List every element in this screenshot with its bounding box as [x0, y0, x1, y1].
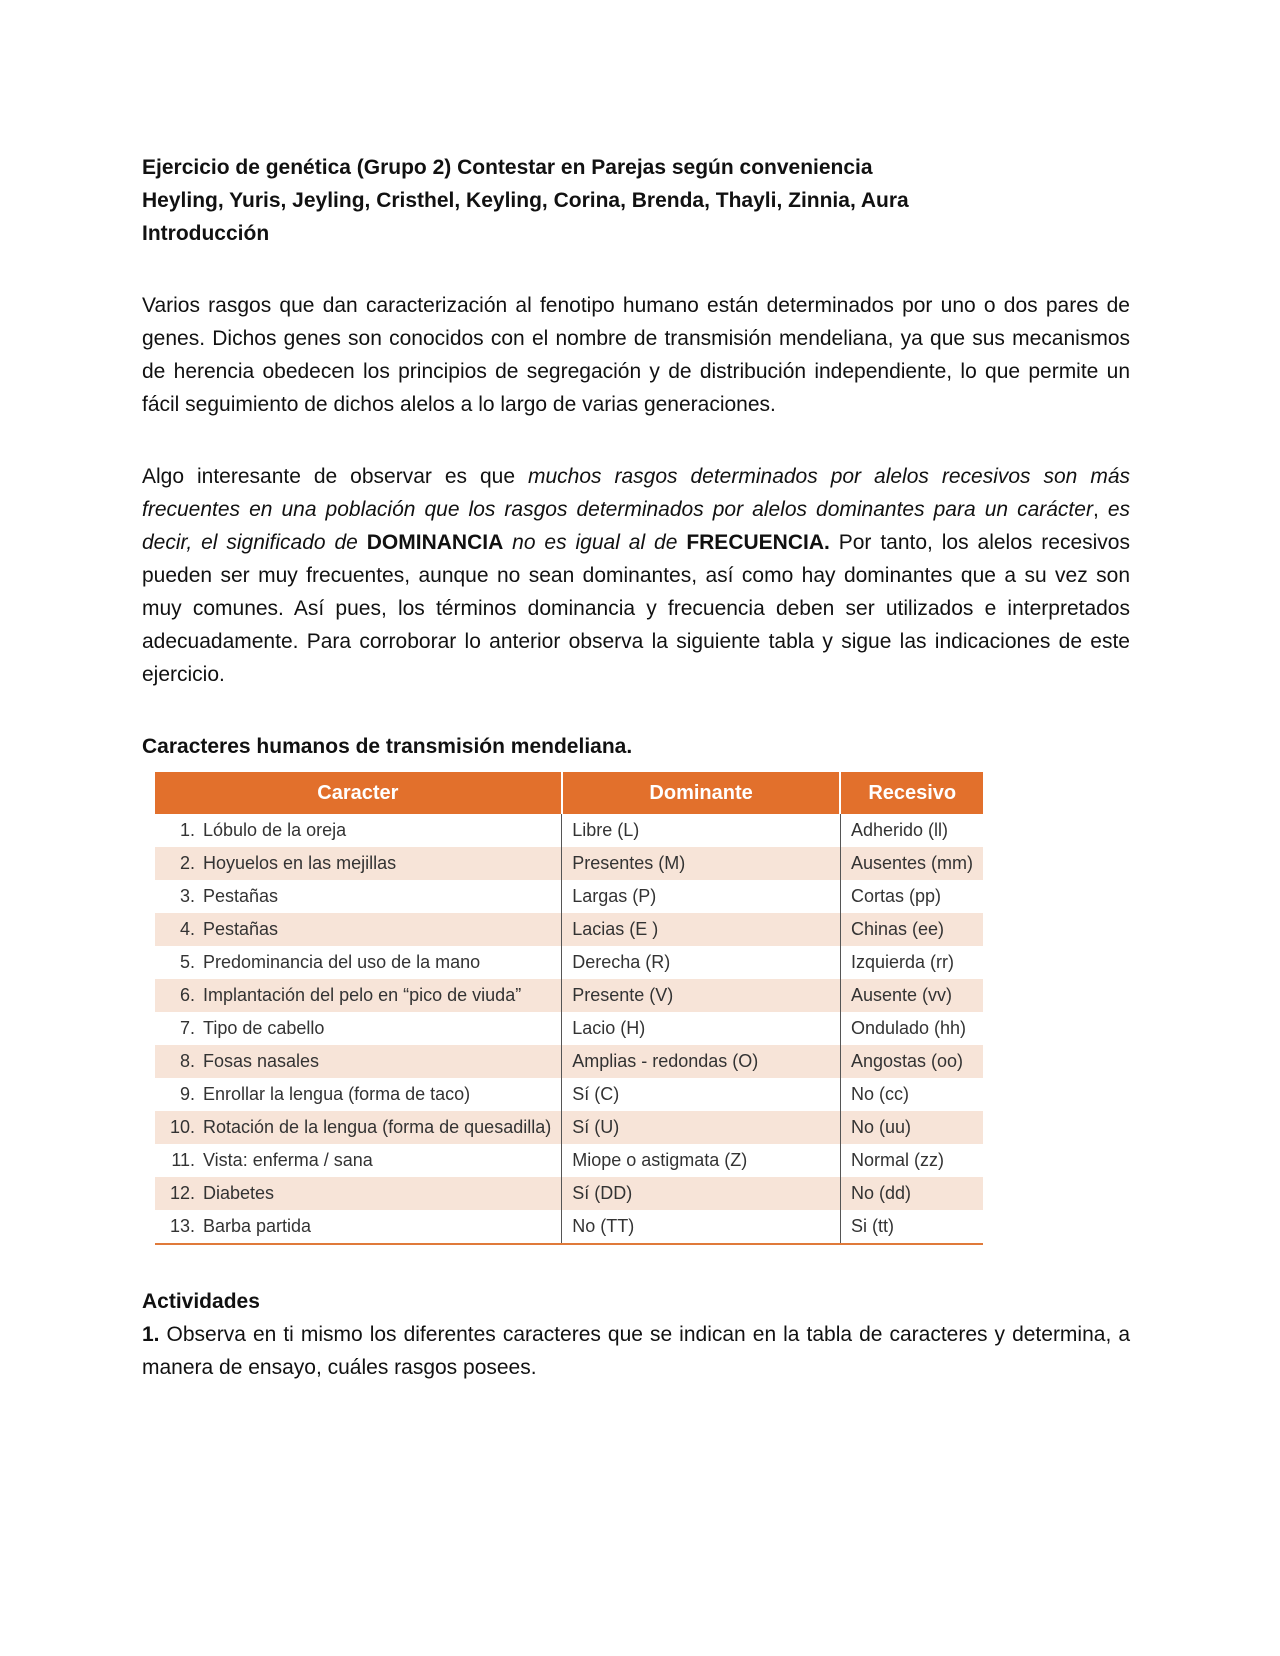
recessive-cell: Normal (zz): [850, 1150, 944, 1170]
trait-cell: [155, 946, 562, 979]
trait-cell: [155, 1045, 562, 1078]
table-row: [155, 1177, 983, 1210]
recessive-cell: Adherido (ll): [850, 820, 949, 840]
trait-cell: [155, 1078, 562, 1111]
recessive-cell: Chinas (ee): [840, 913, 983, 946]
dominant-cell: Lacias (E ): [562, 913, 841, 946]
table-row: [155, 814, 983, 847]
recessive-cell: Ausente (vv): [840, 979, 983, 1012]
trait-number: 11.: [171, 1150, 195, 1170]
trait-cell: [155, 1177, 562, 1210]
table-row: [155, 1045, 983, 1078]
table-row: [155, 979, 983, 1012]
recessive-cell: No (uu): [840, 1111, 983, 1144]
recessive-cell: Izquierda (rr): [850, 952, 954, 972]
trait-name: Rotación de la lengua (forma de quesadilla): [203, 1117, 552, 1137]
trait-number: 5.: [179, 952, 195, 972]
dominant-cell: No (TT): [562, 1210, 841, 1244]
trait-cell: [155, 913, 562, 946]
dominant-cell: Lacio (H): [562, 1012, 841, 1045]
dominant-cell: Derecha (R): [562, 946, 841, 979]
dominant-cell: Sí (U): [562, 1111, 841, 1144]
recessive-cell: Angostas (oo): [840, 1045, 983, 1078]
trait-cell: [155, 979, 562, 1012]
dominant-cell: Libre (L): [562, 814, 841, 847]
trait-name: Pestañas: [203, 886, 279, 906]
trait-number: 1.: [179, 820, 195, 840]
trait-number: 8.: [179, 1051, 195, 1071]
dominant-cell: Presente (V): [562, 979, 841, 1012]
trait-name: Barba partida: [203, 1216, 312, 1236]
trait-cell: [155, 1111, 562, 1144]
trait-cell: [155, 880, 562, 913]
trait-number: 2.: [179, 853, 195, 873]
table-row: [155, 946, 983, 979]
exercise-title: Ejercicio de genética (Grupo 2) Contestar en Parejas según conveniencia: [142, 156, 873, 179]
table-row: [155, 913, 983, 946]
trait-number: 13.: [169, 1216, 195, 1236]
recessive-cell: Si (tt): [850, 1216, 894, 1236]
document-content: [142, 151, 1130, 1384]
dominant-cell: Miope o astigmata (Z): [562, 1144, 841, 1177]
dominance-paragraph: Algo interesante de observar es que muchos rasgos determinados por alelos recesivos son más frecuentes en una población que los rasgos determinados por alelos dominantes para un carácter, es decir, el significado de DOMINANCIA no es igual al de FRECUENCIA. Por tanto, los alelos recesivos pueden ser muy frecuentes, aunque no sean dominantes, así como hay dominantes que a su vez son muy comunes. Así pues, los términos dominancia y frecuencia deben ser utilizados e interpretados adecuadamente. Para corroborar lo anterior observa la siguiente tabla y sigue las indicaciones de este ejercicio.: [142, 465, 1130, 686]
trait-name: Diabetes: [203, 1183, 275, 1203]
trait-name: Implantación del pelo en “pico de viuda”: [203, 985, 522, 1005]
trait-number: 3.: [179, 886, 195, 906]
trait-number: 10.: [169, 1117, 195, 1137]
group-members: Heyling, Yuris, Jeyling, Cristhel, Keyling, Corina, Brenda, Thayli, Zinnia, Aura: [142, 189, 909, 212]
trait-cell: [155, 1012, 562, 1045]
table-row: [155, 1078, 983, 1111]
intro-heading: Introducción: [142, 222, 270, 245]
header-recesivo: Recesivo: [840, 772, 983, 814]
trait-cell: [155, 847, 562, 880]
table-row: [155, 880, 983, 913]
intro-paragraph: Varios rasgos que dan caracterización al fenotipo humano están determinados por uno o dos pares de genes. Dichos genes son conocidos con el nombre de transmisión mendeliana, ya que sus mecanismos de herencia obedecen los principios de segregación y de distribución independiente, lo que permite un fácil seguimiento de dichos alelos a lo largo de varias generaciones.: [142, 294, 1130, 416]
table-row: [155, 1012, 983, 1045]
trait-number: 7.: [179, 1018, 195, 1038]
activity-item-1: 1. Observa en ti mismo los diferentes caracteres que se indican en la tabla de caracteres y determina, a manera de ensayo, cuáles rasgos posees.: [142, 1323, 1130, 1379]
trait-name: Pestañas: [203, 919, 279, 939]
recessive-cell: Ondulado (hh): [850, 1018, 967, 1038]
trait-name: Predominancia del uso de la mano: [203, 952, 481, 972]
trait-name: Fosas nasales: [203, 1051, 320, 1071]
dominant-cell: Sí (DD): [562, 1177, 841, 1210]
trait-name: Vista: enferma / sana: [203, 1150, 373, 1170]
recessive-cell: No (dd): [840, 1177, 983, 1210]
table-row: [155, 1210, 983, 1244]
activities-heading: Actividades: [142, 1290, 260, 1313]
trait-number: 12.: [169, 1183, 195, 1203]
recessive-cell: Ausentes (mm): [840, 847, 983, 880]
header-caracter: Caracter: [155, 772, 562, 814]
trait-number: 9.: [179, 1084, 195, 1104]
trait-cell: [155, 1210, 562, 1244]
trait-cell: [155, 1144, 562, 1177]
table-title: Caracteres humanos de transmisión mendeliana.: [142, 735, 633, 758]
recessive-cell: Cortas (pp): [850, 886, 941, 906]
dominant-cell: Sí (C): [562, 1078, 841, 1111]
dominant-cell: Largas (P): [562, 880, 841, 913]
table-row: [155, 847, 983, 880]
trait-name: Enrollar la lengua (forma de taco): [203, 1084, 471, 1104]
table-row: [155, 1144, 983, 1177]
trait-cell: [155, 814, 562, 847]
table-header-row: [155, 772, 983, 814]
recessive-cell: No (cc): [850, 1084, 909, 1104]
trait-number: 4.: [179, 919, 195, 939]
dominant-cell: Presentes (M): [562, 847, 841, 880]
traits-table: [155, 772, 983, 1245]
header-dominante: Dominante: [562, 772, 841, 814]
trait-name: Hoyuelos en las mejillas: [203, 853, 397, 873]
trait-name: Tipo de cabello: [203, 1018, 325, 1038]
dominant-cell: Amplias - redondas (O): [562, 1045, 841, 1078]
table-row: [155, 1111, 983, 1144]
trait-name: Lóbulo de la oreja: [203, 820, 347, 840]
trait-number: 6.: [179, 985, 195, 1005]
